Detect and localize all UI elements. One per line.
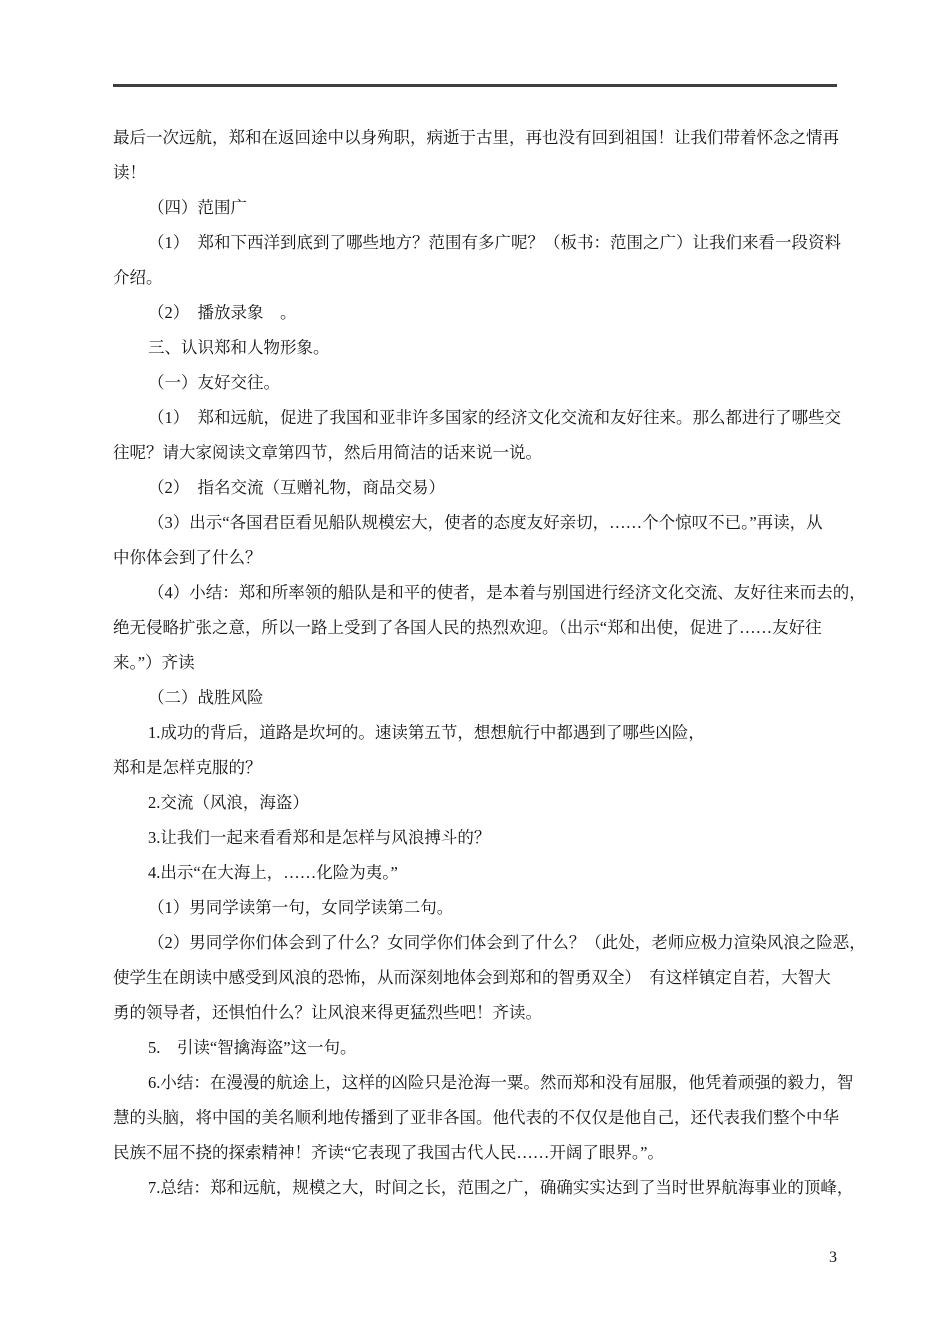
text-line: 往呢？请大家阅读文章第四节，然后用简洁的话来说一说。 [113,443,542,462]
text-line: （2） 播放录象 。 [148,303,297,322]
text-line: 中你体会到了什么？ [113,548,262,567]
text-line: 使学生在朗读中感受到风浪的恐怖，从而深刻地体会到郑和的智勇双全） 有这样镇定自若，大智大 [113,968,831,987]
text-line: 介绍。 [113,268,163,287]
text-line: 勇的领导者，还惧怕什么？让风浪来得更猛烈些吧！齐读。 [113,1003,542,1022]
text-line: 三、认识郑和人物形象。 [148,338,330,357]
text-line: （1）男同学读第一句，女同学读第二句。 [148,898,454,917]
text-line: （四）范围广 [148,198,247,217]
text-line: （2） 指名交流（互赠礼物，商品交易） [148,478,445,497]
text-line: 读！ [113,163,146,182]
text-line: 绝无侵略扩张之意，所以一路上受到了各国人民的热烈欢迎。（出示“郑和出使，促进了……友好往 [113,618,822,637]
text-line: 2.交流（风浪，海盗） [148,793,309,812]
header-rule [113,84,837,87]
document-body [113,120,866,1205]
text-line: 民族不屈不挠的探索精神！齐读“它表现了我国古代人民……开阔了眼界。”。 [113,1143,664,1162]
text-line: （二）战胜风险 [148,688,264,707]
text-line: 5. 引读“智擒海盗”这一句。 [148,1038,357,1057]
text-line: 7.总结：郑和远航，规模之大，时间之长，范围之广，确确实实达到了当时世界航海事业的顶峰， [148,1178,854,1197]
text-line: 慧的头脑，将中国的美名顺利地传播到了亚非各国。他代表的不仅仅是他自己，还代表我们整个中华 [113,1108,839,1127]
text-line: 郑和是怎样克服的？ [113,758,262,777]
text-line: （一）友好交往。 [148,373,280,392]
text-line: 最后一次远航，郑和在返回途中以身殉职，病逝于古里，再也没有回到祖国！让我们带着怀念之情再 [113,128,839,147]
text-line: （2）男同学你们体会到了什么？女同学你们体会到了什么？（此处，老师应极力渲染风浪之险恶， [148,933,866,952]
text-line: 3.让我们一起来看看郑和是怎样与风浪搏斗的？ [148,828,491,847]
text-line: 4.出示“在大海上，……化险为夷。” [148,863,398,882]
page-number: 3 [829,1249,837,1266]
text-line: 来。”）齐读 [113,653,195,672]
text-line: 6.小结：在漫漫的航途上，这样的凶险只是沧海一粟。然而郑和没有屈服，他凭着顽强的毅力，智 [148,1073,854,1092]
text-line: 1.成功的背后，道路是坎坷的。速读第五节，想想航行中都遇到了哪些凶险， [148,723,705,742]
text-line: （1） 郑和下西洋到底到了哪些地方？范围有多广呢？（板书：范围之广）让我们来看一段资料 [148,233,841,252]
text-line: （4）小结：郑和所率领的船队是和平的使者，是本着与别国进行经济文化交流、友好往来而去的， [148,583,866,602]
text-line: （1） 郑和远航，促进了我国和亚非许多国家的经济文化交流和友好往来。那么都进行了哪些交 [148,408,841,427]
text-line: （3）出示“各国君臣看见船队规模宏大，使者的态度友好亲切，……个个惊叹不已。”再读，从 [148,513,823,532]
